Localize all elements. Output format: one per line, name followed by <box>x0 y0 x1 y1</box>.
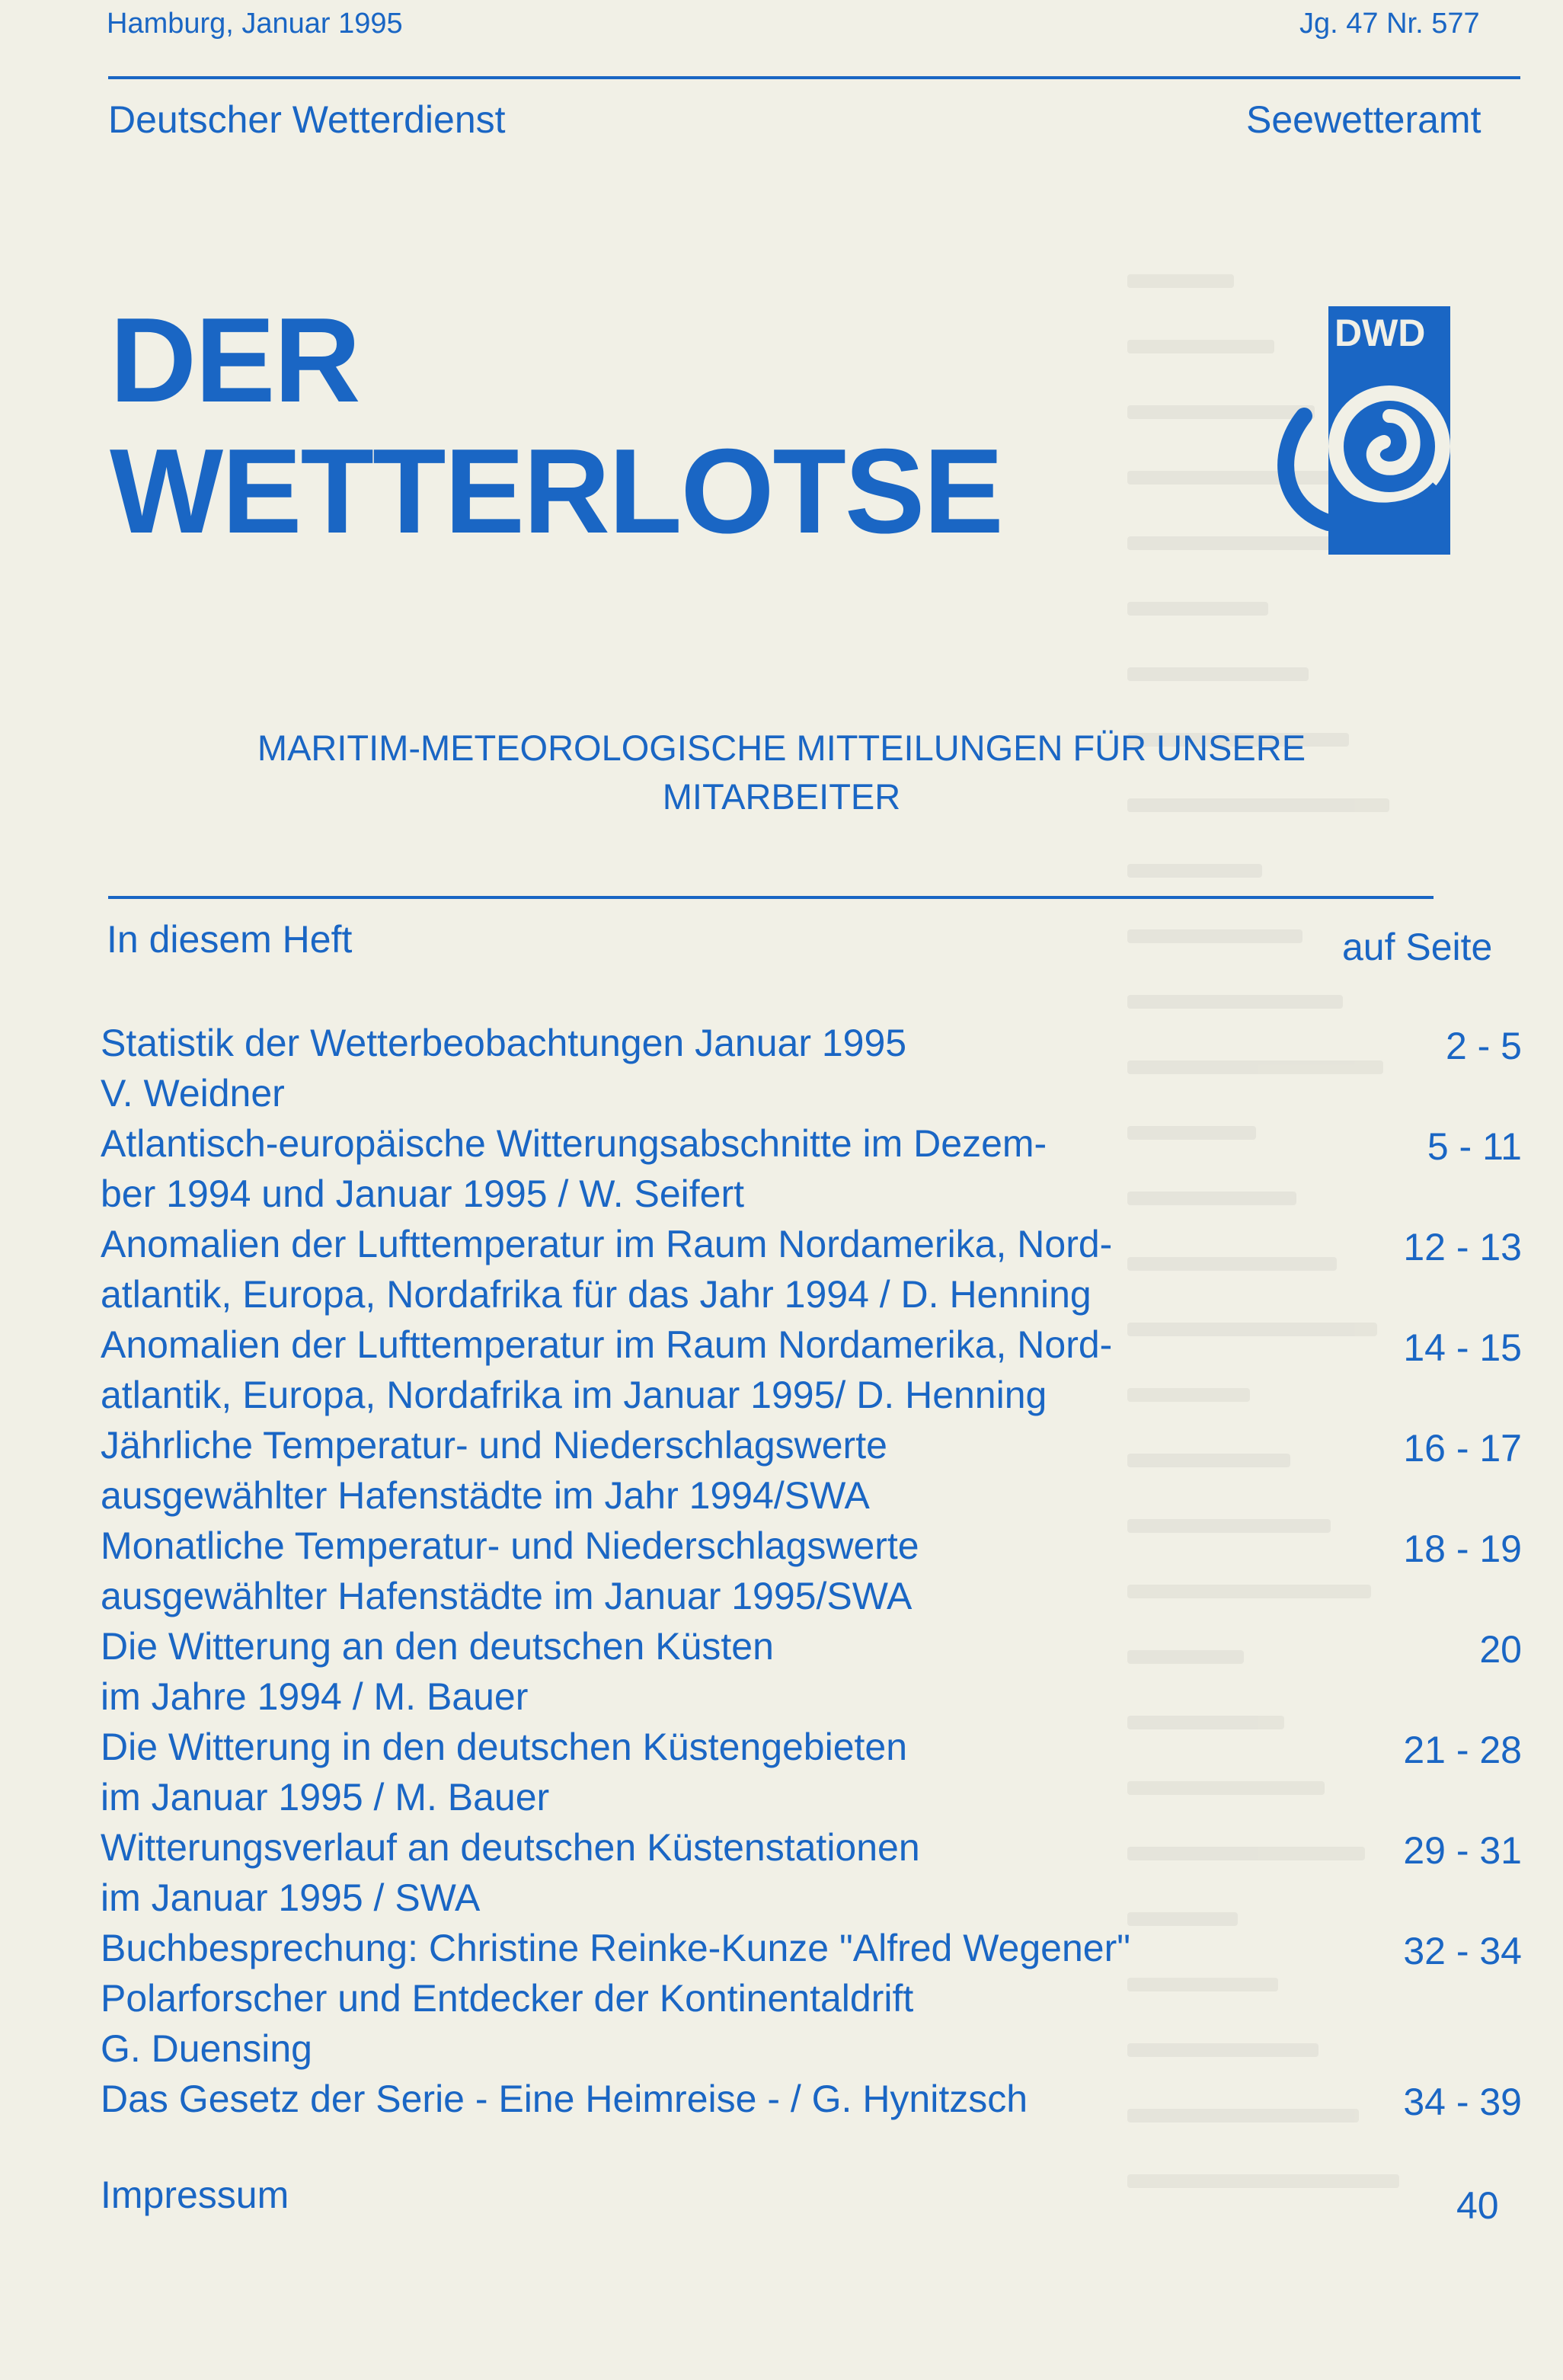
toc-entry <box>101 1722 1533 1822</box>
toc-entry-title: Witterungsverlauf an deutschen Küstenstationen im Januar 1995 / SWA <box>101 1826 920 1919</box>
title-line-1: DER <box>110 293 360 427</box>
toc-entry <box>101 1018 1533 1118</box>
toc-entry-pages: 29 - 31 <box>1403 1829 1522 1872</box>
toc-entry <box>101 2074 1533 2124</box>
subtitle-line-2: MITARBEITER <box>662 776 901 817</box>
impressum-label: Impressum <box>101 2174 289 2216</box>
toc-entry <box>101 1219 1533 1320</box>
toc-entry <box>101 1420 1533 1521</box>
toc-entry <box>101 1521 1533 1621</box>
toc-entry-pages: 5 - 11 <box>1427 1125 1522 1168</box>
show-through-line <box>1127 995 1343 1009</box>
toc-entry-pages: 2 - 5 <box>1445 1025 1522 1067</box>
toc-entry <box>101 1118 1533 1219</box>
toc-entry-title: Anomalien der Lufttemperatur im Raum Nordamerika, Nord- atlantik, Europa, Nordafrika im Januar 1995/ D. Henning <box>101 1323 1113 1416</box>
title-line-2: WETTERLOTSE <box>110 424 1002 558</box>
toc-entry-pages: 16 - 17 <box>1403 1427 1522 1470</box>
toc-entry-pages: 21 - 28 <box>1403 1729 1522 1771</box>
toc-entry-title: Das Gesetz der Serie - Eine Heimreise - / G. Hynitzsch <box>101 2078 1028 2120</box>
toc-entry-pages: 34 - 39 <box>1403 2081 1522 2123</box>
show-through-line <box>1127 274 1234 288</box>
show-through-line <box>1127 929 1302 943</box>
toc-entry-title: Buchbesprechung: Christine Reinke-Kunze "Alfred Wegener" Polarforscher und Entdecker der Kontinentaldrift G. Duensing <box>101 1927 1130 2070</box>
toc-entry-title: Atlantisch-europäische Witterungsabschnitte im Dezem- ber 1994 und Januar 1995 / W. Seifert <box>101 1122 1047 1215</box>
publisher: Deutscher Wetterdienst <box>108 98 506 141</box>
toc-entry-pages: 14 - 15 <box>1403 1326 1522 1369</box>
header-rule <box>108 76 1520 79</box>
dwd-logo-text: DWD <box>1334 312 1426 354</box>
toc-entry-pages: 32 - 34 <box>1403 1930 1522 1972</box>
place-date: Hamburg, Januar 1995 <box>107 8 403 40</box>
subtitle-line-1: MARITIM-METEOROLOGISCHE MITTEILUNGEN FÜR UNSERE <box>257 728 1306 768</box>
toc-entry-title: Die Witterung in den deutschen Küstengebieten im Januar 1995 / M. Bauer <box>101 1726 908 1819</box>
contents-heading: In diesem Heft <box>107 918 353 961</box>
toc-entry-title: Anomalien der Lufttemperatur im Raum Nordamerika, Nord- atlantik, Europa, Nordafrika für das Jahr 1994 / D. Henning <box>101 1223 1113 1316</box>
show-through-line <box>1127 864 1262 878</box>
toc-entry-pages: 12 - 13 <box>1403 1226 1522 1268</box>
toc-entry <box>101 1621 1533 1722</box>
table-of-contents <box>101 1018 1533 2124</box>
toc-entry-pages: 20 <box>1479 1628 1522 1671</box>
toc-entry <box>101 1822 1533 1923</box>
show-through-line <box>1127 602 1268 616</box>
show-through-line <box>1127 340 1274 353</box>
toc-entry-pages: 18 - 19 <box>1403 1527 1522 1570</box>
toc-entry-title: Die Witterung an den deutschen Küsten im Jahre 1994 / M. Bauer <box>101 1625 774 1718</box>
toc-entry <box>101 1923 1533 2074</box>
dwd-logo <box>1258 302 1472 561</box>
page-heading: auf Seite <box>1342 926 1493 968</box>
issue-number: Jg. 47 Nr. 577 <box>1299 8 1480 40</box>
impressum-page: 40 <box>1456 2184 1499 2227</box>
section-rule <box>108 896 1434 899</box>
toc-entry-title: Monatliche Temperatur- und Niederschlagswerte ausgewählter Hafenstädte im Januar 1995/SWA <box>101 1524 919 1617</box>
office: Seewetteramt <box>1246 98 1481 141</box>
toc-entry <box>101 1320 1533 1420</box>
show-through-line <box>1127 2174 1399 2188</box>
toc-entry-title: Jährliche Temperatur- und Niederschlagswerte ausgewählter Hafenstädte im Jahr 1994/SWA <box>101 1424 887 1517</box>
toc-entry-title: Statistik der Wetterbeobachtungen Januar 1995 V. Weidner <box>101 1022 907 1115</box>
show-through-line <box>1127 667 1309 681</box>
